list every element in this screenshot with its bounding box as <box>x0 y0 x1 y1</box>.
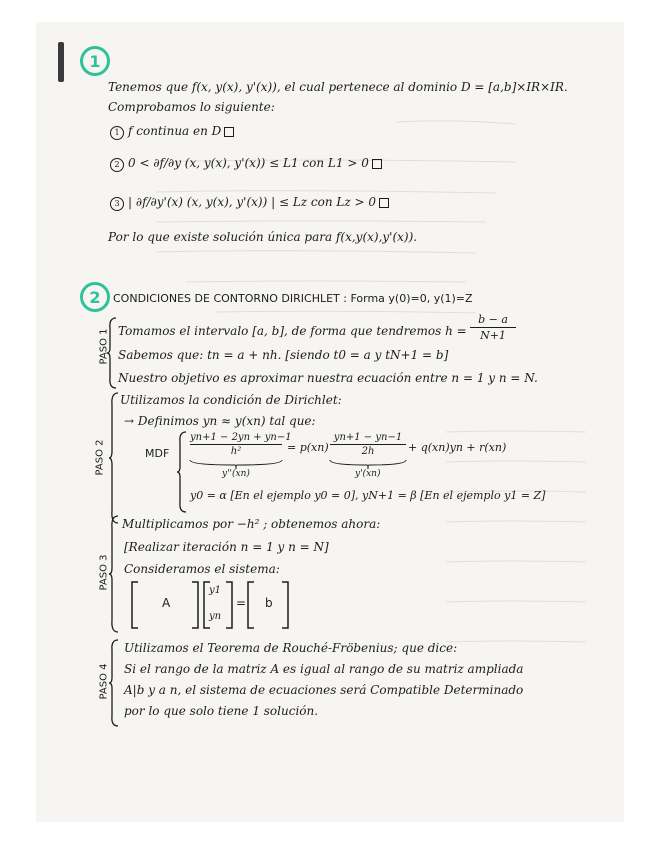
vector-y-top: y1 <box>209 585 222 596</box>
paso-4-label: PASO 4 <box>98 663 110 700</box>
eq-fraction-1 <box>190 432 292 457</box>
eq-fraction-2-bar <box>330 444 406 445</box>
eq-fraction-1-denominator: h² <box>230 446 242 457</box>
paso-4-line-2: Si el rango de la matriz A es igual al rango de su matriz ampliada <box>124 662 524 676</box>
underbrace-label-2: y'(xn) <box>355 469 381 479</box>
boundary-conditions: y0 = α [En el ejemplo y0 = 0], yN+1 = β [En el ejemplo y1 = Z] <box>190 489 546 502</box>
section2-title: CONDICIONES DE CONTORNO DIRICHLET : Forma y(0)=0, y(1)=Z <box>113 292 473 305</box>
condition-3-number: 3 <box>110 197 124 211</box>
paso-4-line-3: A|b y a n, el sistema de ecuaciones será Compatible Determinado <box>124 683 524 697</box>
section-number-2: 2 <box>80 282 110 312</box>
vector-y-bottom: yn <box>209 611 222 622</box>
paso-4-brace <box>109 640 119 726</box>
condition-1 <box>110 124 234 140</box>
checkbox-1 <box>224 127 234 137</box>
paso-1-line-2: Sabemos que: tn = a + nh. [siendo t0 = a y tN+1 = b] <box>118 348 449 362</box>
paso-3-label: PASO 3 <box>98 554 110 591</box>
paso-2-label: PASO 2 <box>94 439 106 476</box>
paso-3-line-1: Multiplicamos por −h² ; obtenemos ahora: <box>122 517 381 531</box>
eq-tail: + q(xn)yn + r(xn) <box>408 441 507 454</box>
section1-intro: Tenemos que f(x, y(x), y'(x)), el cual pertenece al dominio D = [a,b]×IR×IR. <box>108 80 568 94</box>
paso-1-label: PASO 1 <box>98 328 110 365</box>
matrix-A: A <box>162 596 171 610</box>
margin-marker <box>58 42 64 82</box>
paso-3-line-3: Consideramos el sistema: <box>124 562 280 576</box>
h-fraction <box>470 313 516 342</box>
eq-fraction-2-denominator: 2h <box>361 446 375 457</box>
paso-1-brace <box>107 318 117 388</box>
section1-check: Comprobamos lo siguiente: <box>108 100 275 114</box>
section-number-1: 1 <box>80 46 110 76</box>
condition-2-number: 2 <box>110 158 124 172</box>
h-numerator: b − a <box>478 313 508 326</box>
paso-1-line-1 <box>118 324 467 338</box>
eq-fraction-2-numerator: yn+1 − yn−1 <box>333 432 403 443</box>
condition-2 <box>110 156 382 172</box>
mdf-label: MDF <box>145 447 170 460</box>
paso-4-line-4: por lo que solo tiene 1 solución. <box>124 704 319 718</box>
paso-1-line-3: Nuestro objetivo es aproximar nuestra ecuación entre n = 1 y n = N. <box>118 371 538 385</box>
checkbox-3 <box>379 198 389 208</box>
eq-fraction-2 <box>330 432 406 457</box>
condition-2-text: 0 < ∂f/∂y (x, y(x), y'(x)) ≤ L1 con L1 > 0 <box>128 156 369 170</box>
paso-3-brace <box>109 516 119 632</box>
eq-fraction-1-bar <box>190 444 282 445</box>
paso-1-line-1-text: Tomamos el intervalo [a, b], de forma que tendremos h = <box>118 324 467 338</box>
underbrace-label-1: y''(xn) <box>222 469 250 479</box>
eq-fraction-1-numerator: yn+1 − 2yn + yn−1 <box>190 432 292 443</box>
paso-2-line-1: Utilizamos la condición de Dirichlet: <box>120 393 342 407</box>
h-fraction-bar <box>470 327 516 328</box>
eq-middle: = p(xn) <box>287 441 329 454</box>
condition-3 <box>110 195 389 211</box>
paso-4-line-1: Utilizamos el Teorema de Rouché-Fröbenius; que dice: <box>124 641 458 655</box>
paso-3-line-2: [Realizar iteración n = 1 y n = N] <box>124 540 329 554</box>
section1-conclusion: Por lo que existe solución única para f(x,y(x),y'(x)). <box>108 230 418 244</box>
paso-2-brace <box>109 393 119 523</box>
h-denominator: N+1 <box>480 329 506 342</box>
condition-3-text: | ∂f/∂y'(x) (x, y(x), y'(x)) | ≤ Lz con Lz > 0 <box>128 195 377 209</box>
checkbox-2 <box>372 159 382 169</box>
mdf-brace <box>177 432 187 512</box>
system-equals: = <box>236 596 247 610</box>
paso-2-line-2: → Definimos yn ≈ y(xn) tal que: <box>124 414 316 428</box>
vector-b: b <box>265 596 273 610</box>
condition-1-text: f continua en D <box>128 124 222 138</box>
condition-1-number: 1 <box>110 126 124 140</box>
